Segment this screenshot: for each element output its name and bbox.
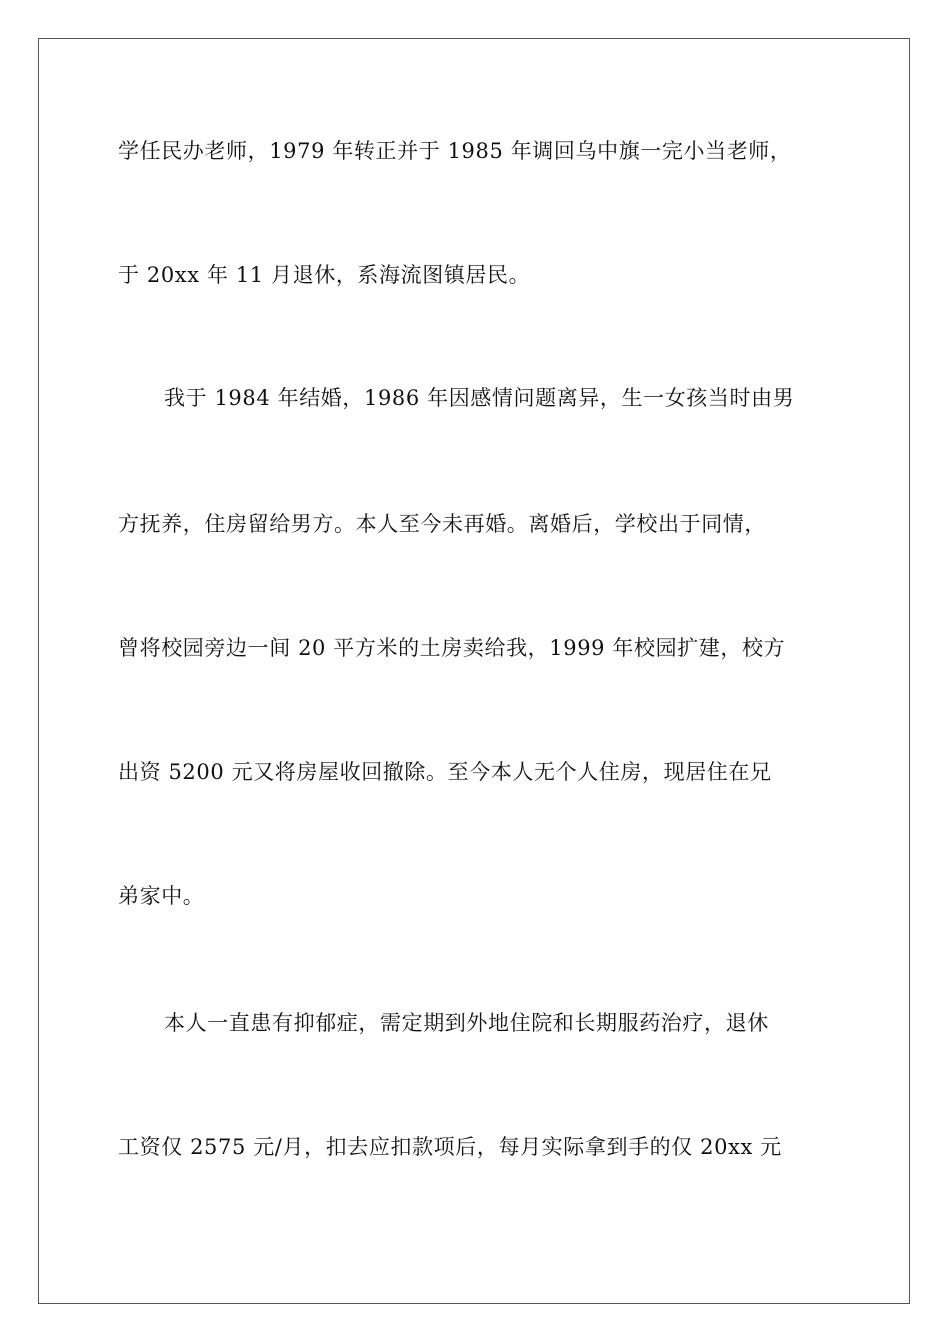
text-line-7: 弟家中。 xyxy=(118,884,205,908)
text-line-6: 出资 5200 元又将房屋收回撤除。至今本人无个人住房，现居住在兄 xyxy=(118,760,772,784)
text-line-8: 本人一直患有抑郁症，需定期到外地住院和长期服药治疗，退休 xyxy=(164,1011,769,1035)
text-line-4: 方抚养，住房留给男方。本人至今未再婚。离婚后，学校出于同情， xyxy=(118,512,766,536)
text-line-2: 于 20xx 年 11 月退休，系海流图镇居民。 xyxy=(118,263,531,287)
text-line-5: 曾将校园旁边一间 20 平方米的土房卖给我，1999 年校园扩建，校方 xyxy=(118,636,786,660)
text-line-1: 学任民办老师，1979 年转正并于 1985 年调回乌中旗一完小当老师， xyxy=(118,139,792,163)
page-frame xyxy=(38,38,910,1304)
text-line-3: 我于 1984 年结婚，1986 年因感情问题离异，生一女孩当时由男 xyxy=(164,386,795,410)
text-line-9: 工资仅 2575 元/月，扣去应扣款项后，每月实际拿到手的仅 20xx 元 xyxy=(118,1135,782,1159)
